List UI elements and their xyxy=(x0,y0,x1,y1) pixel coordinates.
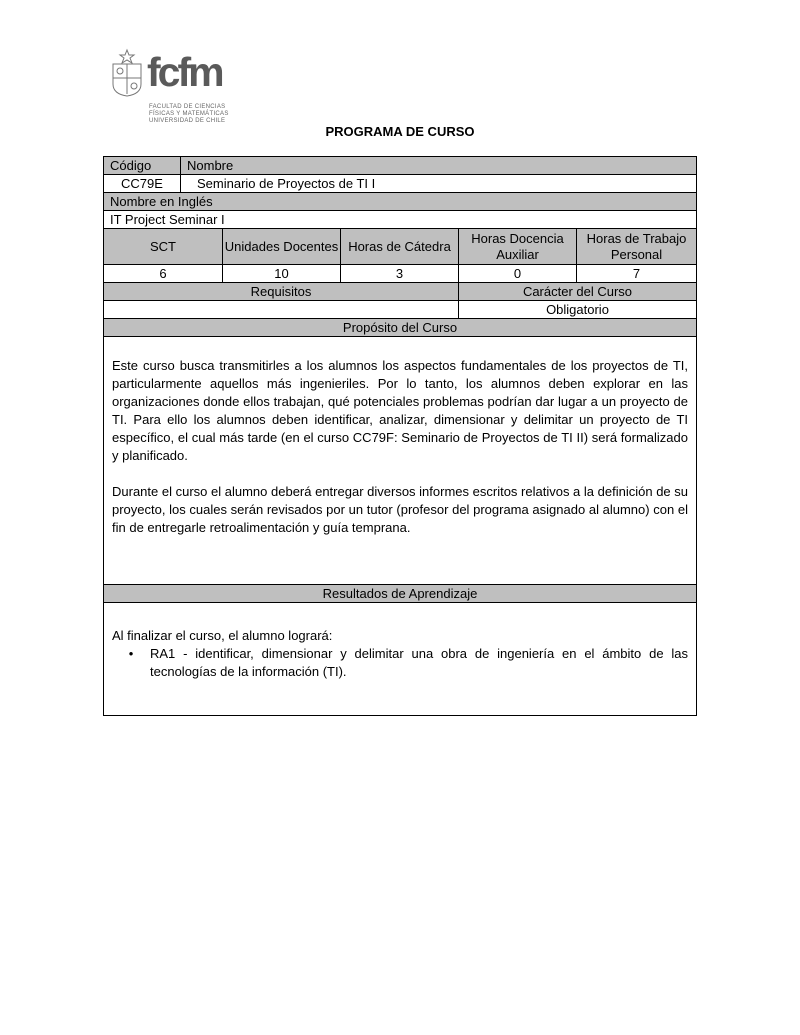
hours-value-unidades: 10 xyxy=(223,265,341,282)
purpose-label: Propósito del Curso xyxy=(342,319,458,335)
hours-value-sct: 6 xyxy=(104,265,223,282)
requirements-value-row xyxy=(104,301,696,319)
logo-wordmark: fcfm xyxy=(147,49,222,95)
hours-value-row xyxy=(104,265,696,283)
english-name: IT Project Seminar I xyxy=(110,211,225,227)
hours-header-auxiliar: Horas Docencia Auxiliar xyxy=(459,229,577,264)
hours-header-catedra: Horas de Cátedra xyxy=(341,229,459,264)
university-seal-icon xyxy=(109,48,145,98)
code-label: Código xyxy=(104,157,181,174)
purpose-text xyxy=(112,357,688,555)
logo-subtitle: FACULTAD DE CIENCIAS FÍSICAS Y MATEMÁTICAS UNIVERSIDAD DE CHILE xyxy=(149,104,229,124)
purpose-header-row xyxy=(104,319,696,337)
outcomes-header-row xyxy=(104,585,696,603)
outcomes-text xyxy=(112,627,688,681)
code-name-value-row xyxy=(104,175,696,193)
list-item xyxy=(112,645,688,681)
name-label: Nombre xyxy=(187,157,234,173)
purpose-paragraph: Este curso busca transmitirles a los alumnos los aspectos fundamentales de los proyectos de TI, particularmente aquellos más ingenieriles. Por lo tanto, los alumnos deben explorar en las organizaciones donde ellos trabajan, qué potenciales problemas podrían dar lugar a un proyecto de TI. Para ello los alumnos deben identificar, analizar, dimensionar y delimitar un proyecto de TI específico, el cual más tarde (en el curso CC79F: Seminario de Proyectos de TI II) será formalizado y planificado. xyxy=(112,358,688,463)
hours-header-row xyxy=(104,229,696,265)
purpose-body-row xyxy=(104,337,696,585)
bullet-icon: • xyxy=(128,646,134,661)
fcfm-logo xyxy=(109,46,235,126)
outcomes-body-row xyxy=(104,603,696,715)
hours-value-catedra: 3 xyxy=(341,265,459,282)
hours-header-sct: SCT xyxy=(104,229,223,264)
hours-header-personal: Horas de Trabajo Personal xyxy=(586,230,687,262)
character-value: Obligatorio xyxy=(546,301,609,317)
course-name: Seminario de Proyectos de TI I xyxy=(197,175,376,191)
outcomes-intro: Al finalizar el curso, el alumno logrará: xyxy=(112,628,333,643)
course-code: CC79E xyxy=(104,175,181,192)
english-name-value-row xyxy=(104,211,696,229)
english-name-label: Nombre en Inglés xyxy=(110,193,213,209)
document-title: PROGRAMA DE CURSO xyxy=(325,124,475,139)
course-program-table xyxy=(103,156,697,716)
hours-header-unidades: Unidades Docentes xyxy=(223,229,341,264)
code-name-header-row xyxy=(104,157,696,175)
requirements-header-row xyxy=(104,283,696,301)
requirements-label: Requisitos xyxy=(104,283,459,300)
character-label: Carácter del Curso xyxy=(522,283,633,299)
outcomes-label: Resultados de Aprendizaje xyxy=(322,585,478,601)
outcome-ra1: RA1 - identificar, dimensionar y delimitar una obra de ingeniería en el ámbito de las tecnologías de la información (TI). xyxy=(150,646,688,679)
hours-value-auxiliar: 0 xyxy=(459,265,577,282)
hours-value-personal: 7 xyxy=(632,265,641,281)
purpose-paragraph: Durante el curso el alumno deberá entregar diversos informes escritos relativos a la definición de su proyecto, los cuales serán revisados por un tutor (profesor del programa asignado al alumno) con el fin de entregarle retroalimentación y guía temprana. xyxy=(112,484,688,535)
requirements-value xyxy=(104,301,459,318)
english-name-header-row xyxy=(104,193,696,211)
